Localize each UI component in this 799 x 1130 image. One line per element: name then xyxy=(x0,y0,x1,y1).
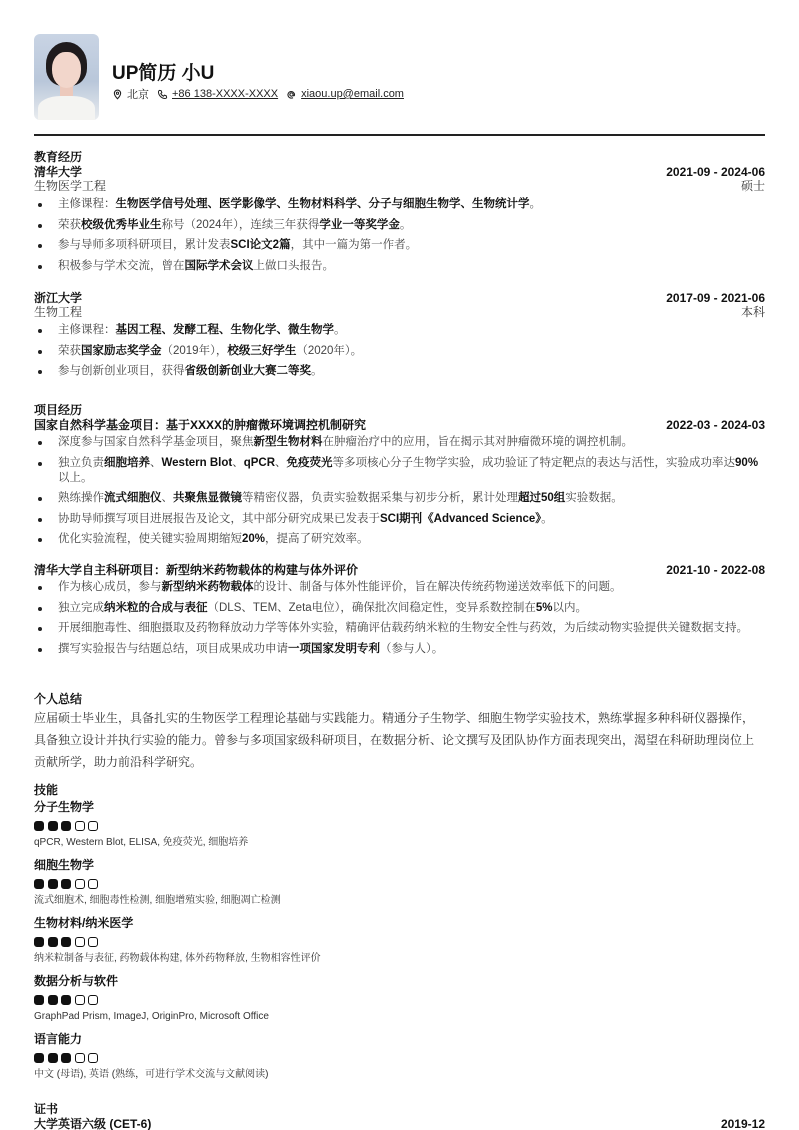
bullet-item: 积极参与学术交流，曾在国际学术会议上做口头报告。 xyxy=(34,259,765,274)
education-dates: 2017-09 - 2021-06 xyxy=(666,291,765,305)
bullet-item: 参与创新创业项目，获得省级创新创业大赛二等奖。 xyxy=(34,364,765,379)
project-name: 国家自然科学基金项目：基于XXXX的肿瘤微环境调控机制研究 xyxy=(34,418,367,432)
education-entry-sub xyxy=(34,179,765,194)
certificate-date: 2019-12 xyxy=(720,1117,765,1130)
education-entry-header xyxy=(34,165,765,179)
skill-description: 流式细胞术, 细胞毒性检测, 细胞增殖实验, 细胞凋亡检测 xyxy=(34,895,281,906)
bullet-item: 优化实验流程，使关键实验周期缩短20%，提高了研究效率。 xyxy=(34,532,765,547)
education-dates: 2021-09 - 2024-06 xyxy=(666,165,765,179)
school-name: 清华大学 xyxy=(34,165,83,179)
filled-dot-icon xyxy=(34,1053,44,1063)
projects-section xyxy=(34,403,765,553)
empty-dot-icon xyxy=(75,879,85,889)
empty-dot-icon xyxy=(88,821,98,831)
skill-item xyxy=(34,916,765,965)
map-pin-icon xyxy=(112,89,123,100)
degree: 硕士 xyxy=(740,179,765,193)
email-link[interactable]: xiaou.up@email.com xyxy=(301,88,404,100)
bullet-item: 开展细胞毒性、细胞摄取及药物释放动力学等体外实验，精确评估载药纳米粒的生物安全性与药效，为后续动物实验提供关键数据支持。 xyxy=(34,621,765,636)
skill-level-rating xyxy=(34,879,765,889)
contact-email[interactable] xyxy=(286,88,404,100)
filled-dot-icon xyxy=(48,995,58,1005)
contact-phone[interactable] xyxy=(157,88,278,100)
empty-dot-icon xyxy=(75,821,85,831)
skill-name: 数据分析与软件 xyxy=(34,974,119,988)
project-bullets xyxy=(34,580,765,657)
resume-header xyxy=(34,34,765,120)
project-name: 清华大学自主科研项目：新型纳米药物载体的构建与体外评价 xyxy=(34,563,359,577)
section-title-skills: 技能 xyxy=(34,783,59,797)
filled-dot-icon xyxy=(61,937,71,947)
project-entry-header xyxy=(34,563,765,577)
phone-link[interactable]: +86 138-XXXX-XXXX xyxy=(172,88,279,100)
filled-dot-icon xyxy=(48,879,58,889)
education-bullets xyxy=(34,323,765,379)
filled-dot-icon xyxy=(61,821,71,831)
project-entry-2 xyxy=(34,563,765,662)
skill-description: 中文 (母语), 英语 (熟练，可进行学术交流与文献阅读) xyxy=(34,1069,269,1080)
education-bullets xyxy=(34,197,765,274)
skill-name: 语言能力 xyxy=(34,1032,83,1046)
certificate-item xyxy=(34,1117,765,1130)
education-entry-header xyxy=(34,291,765,305)
certificates-section xyxy=(34,1102,765,1130)
header-divider xyxy=(34,134,765,136)
skills-list xyxy=(34,800,765,1081)
education-entry-2 xyxy=(34,291,765,385)
skill-name: 生物材料/纳米医学 xyxy=(34,916,134,930)
skill-description: qPCR, Western Blot, ELISA, 免疫荧光, 细胞培养 xyxy=(34,837,249,848)
candidate-name: UP简历 小U xyxy=(112,63,215,84)
location-text: 北京 xyxy=(127,89,149,101)
skill-name: 细胞生物学 xyxy=(34,858,95,872)
bullet-item: 撰写实验报告与结题总结，项目成果成功申请一项国家发明专利（参与人）。 xyxy=(34,642,765,657)
bullet-item: 荣获校级优秀毕业生称号（2024年），连续三年获得学业一等奖学金。 xyxy=(34,218,765,233)
section-title-certificates: 证书 xyxy=(34,1102,59,1116)
bullet-item: 主修课程：生物医学信号处理、医学影像学、生物材料科学、分子与细胞生物学、生物统计学。 xyxy=(34,197,765,212)
certificate-name: 大学英语六级 (CET-6) xyxy=(34,1117,152,1130)
filled-dot-icon xyxy=(61,1053,71,1063)
bullet-item: 作为核心成员，参与新型纳米药物载体的设计、制备与体外性能评价，旨在解决传统药物递送效率低下的问题。 xyxy=(34,580,765,595)
school-name: 浙江大学 xyxy=(34,291,83,305)
empty-dot-icon xyxy=(88,879,98,889)
skill-item xyxy=(34,1032,765,1081)
summary-text: 应届硕士毕业生，具备扎实的生物医学工程理论基础与实践能力。精通分子生物学、细胞生物学实验技术，熟练掌握多种科研仪器操作，具备独立设计并执行实验的能力。曾参与多项国家级科研项目，在数据分析、论文撰写及团队协作方面表现突出，渴望在科研助理岗位上贡献所学，助力前沿科学研究。 xyxy=(34,711,755,769)
education-entry-sub xyxy=(34,305,765,320)
profile-photo xyxy=(34,34,99,120)
skill-description: 纳米粒制备与表征, 药物载体构建, 体外药物释放, 生物相容性评价 xyxy=(34,953,321,964)
filled-dot-icon xyxy=(34,995,44,1005)
degree: 本科 xyxy=(740,305,765,319)
skill-level-rating xyxy=(34,1053,765,1063)
contact-location xyxy=(112,86,149,102)
section-title-summary: 个人总结 xyxy=(34,692,83,706)
major: 生物医学工程 xyxy=(34,179,107,193)
summary-section xyxy=(34,692,765,773)
project-dates: 2021-10 - 2022-08 xyxy=(666,563,765,577)
filled-dot-icon xyxy=(48,937,58,947)
empty-dot-icon xyxy=(88,1053,98,1063)
bullet-item: 协助导师撰写项目进展报告及论文，其中部分研究成果已发表于SCI期刊《Advanced Science》。 xyxy=(34,512,765,527)
skills-section xyxy=(34,783,765,1090)
empty-dot-icon xyxy=(75,995,85,1005)
empty-dot-icon xyxy=(75,937,85,947)
bullet-item: 熟练操作流式细胞仪、共聚焦显微镜等精密仪器，负责实验数据采集与初步分析，累计处理超过50组实验数据。 xyxy=(34,491,765,506)
empty-dot-icon xyxy=(88,995,98,1005)
section-title-education: 教育经历 xyxy=(34,150,83,164)
filled-dot-icon xyxy=(48,821,58,831)
empty-dot-icon xyxy=(75,1053,85,1063)
education-section xyxy=(34,150,765,279)
filled-dot-icon xyxy=(34,879,44,889)
bullet-item: 主修课程：基因工程、发酵工程、生物化学、微生物学。 xyxy=(34,323,765,338)
empty-dot-icon xyxy=(88,937,98,947)
skill-level-rating xyxy=(34,937,765,947)
filled-dot-icon xyxy=(48,1053,58,1063)
skill-item xyxy=(34,800,765,849)
project-bullets xyxy=(34,435,765,547)
skill-name: 分子生物学 xyxy=(34,800,95,814)
skill-item xyxy=(34,974,765,1023)
bullet-item: 独立负责细胞培养、Western Blot、qPCR、免疫荧光等多项核心分子生物学实验，成功验证了特定靶点的表达与活性，实验成功率达90%以上。 xyxy=(34,456,765,486)
skill-item xyxy=(34,858,765,907)
phone-icon xyxy=(157,89,168,100)
section-title-projects: 项目经历 xyxy=(34,403,83,417)
project-entry-header xyxy=(34,418,765,432)
filled-dot-icon xyxy=(34,937,44,947)
bullet-item: 荣获国家励志奖学金（2019年），校级三好学生（2020年）。 xyxy=(34,344,765,359)
at-sign-icon xyxy=(286,89,297,100)
filled-dot-icon xyxy=(61,995,71,1005)
filled-dot-icon xyxy=(61,879,71,889)
bullet-item: 独立完成纳米粒的合成与表征（DLS、TEM、Zeta电位），确保批次间稳定性，变异系数控制在5%以内。 xyxy=(34,601,765,616)
project-dates: 2022-03 - 2024-03 xyxy=(666,418,765,432)
bullet-item: 深度参与国家自然科学基金项目，聚焦新型生物材料在肿瘤治疗中的应用，旨在揭示其对肿瘤微环境的调控机制。 xyxy=(34,435,765,450)
bullet-item: 参与导师多项科研项目，累计发表SCI论文2篇，其中一篇为第一作者。 xyxy=(34,238,765,253)
skill-description: GraphPad Prism, ImageJ, OriginPro, Microsoft Office xyxy=(34,1011,269,1022)
contact-info xyxy=(112,86,412,102)
skill-level-rating xyxy=(34,995,765,1005)
major: 生物工程 xyxy=(34,305,83,319)
skill-level-rating xyxy=(34,821,765,831)
filled-dot-icon xyxy=(34,821,44,831)
